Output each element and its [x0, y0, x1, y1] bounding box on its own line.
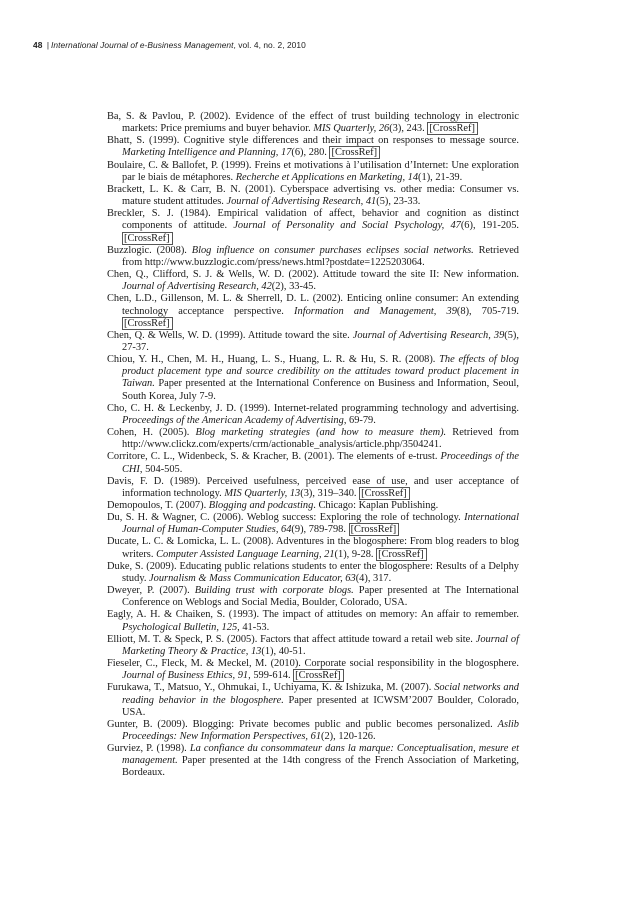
- reference-italic: Aslib Proceedings: New Information Perspectives, 61: [122, 718, 519, 742]
- reference-italic: Information and Management, 39: [294, 305, 457, 317]
- reference-text: Fieseler, C., Fleck, M. & Meckel, M. (2010). Corporate social responsibility in the blogosphere.: [107, 658, 519, 670]
- reference-italic: La confiance du consommateur dans la marque: Conceptualisation, mesure et management.: [122, 743, 519, 767]
- reference-italic: The effects of blog product placement type and source credibility on the attitudes toward product placement in Taiwan.: [122, 354, 519, 390]
- reference-entry: [107, 111, 519, 135]
- reference-italic: Journal of Advertising Research, 42: [122, 281, 272, 293]
- reference-text: Demopoulos, T. (2007).: [107, 500, 209, 511]
- reference-text: Chen, L.D., Gillenson, M. L. & Sherrell, D. L. (2002). Enticing online consumer: An extending technology acceptance perspective.: [107, 293, 519, 317]
- reference-text: Gurviez, P. (1998).: [107, 743, 190, 755]
- reference-italic: MIS Quarterly, 13: [224, 487, 301, 499]
- reference-italic: MIS Quarterly, 26: [313, 123, 390, 135]
- reference-text: Paper presented at the 14th congress of the French Association of Marketing, Bordeaux.: [122, 755, 519, 779]
- reference-text: Furukawa, T., Matsuo, Y., Ohmukai, I., Uchiyama, K. & Ishizuka, M. (2007).: [107, 682, 435, 694]
- reference-text: Cohen, H. (2005).: [107, 427, 196, 439]
- reference-entry: [107, 634, 519, 658]
- reference-text: Corritore, C. L., Widenbeck, S. & Kracher, B. (2001). The elements of e-trust.: [107, 451, 441, 463]
- reference-text: (8), 705-719.: [456, 305, 519, 317]
- crossref-link[interactable]: [CrossRef]: [427, 122, 478, 135]
- reference-text: Cho, C. H. & Leckenby, J. D. (1999). Internet-related programming technology and advertising.: [107, 402, 519, 414]
- reference-text: Retrieved from http://www.clickz.com/experts/crm/actionable_analysis/article.php/3504241.: [122, 427, 519, 451]
- reference-entry: [107, 269, 519, 293]
- reference-text: (9), 789-798.: [291, 524, 349, 536]
- running-header: [33, 40, 613, 50]
- reference-text: Dweyer, P. (2007).: [107, 585, 195, 597]
- reference-text: (6), 191-205.: [460, 220, 520, 232]
- reference-entry: [107, 403, 519, 427]
- reference-text: Chen, Q. & Wells, W. D. (1999). Attitude toward the site.: [107, 329, 353, 341]
- reference-entry: [107, 451, 519, 475]
- reference-list: [107, 111, 519, 780]
- reference-text: Paper presented at the International Conference on Business and Information, Seoul, South Korea, July 7-9.: [122, 378, 519, 402]
- reference-italic: Recherche et Applications en Marketing, 14: [235, 171, 419, 183]
- reference-text: Boulaire, C. & Ballofet, P. (1999). Freins et motivations à l’utilisation d’Internet: Une exploration par le biais de métaphores.: [107, 159, 519, 183]
- reference-entry: [107, 682, 519, 718]
- reference-entry: [107, 719, 519, 743]
- reference-text: Chen, Q., Clifford, S. J. & Wells, W. D. (2002). Attitude toward the site II: New information.: [107, 269, 519, 281]
- reference-text: Breckler, S. J. (1984). Empirical validation of affect, behavior and cognition as distinct components of attitude.: [107, 208, 519, 232]
- reference-text: (1), 40-51.: [261, 645, 306, 657]
- reference-text: Chiou, Y. H., Chen, M. H., Huang, L. S., Huang, L. R. & Hu, S. R. (2008).: [107, 354, 440, 366]
- reference-italic: Computer Assisted Language Learning, 21: [156, 548, 335, 560]
- reference-italic: Journalism & Mass Communication Educator, 63: [149, 572, 356, 584]
- crossref-link[interactable]: [CrossRef]: [376, 548, 427, 561]
- reference-italic: Psychological Bulletin, 125,: [122, 621, 240, 633]
- crossref-link[interactable]: [CrossRef]: [293, 669, 344, 682]
- reference-entry: [107, 427, 519, 451]
- reference-italic: Blogging and podcasting: [208, 500, 314, 511]
- reference-entry: [107, 330, 519, 354]
- reference-entry: [107, 500, 519, 512]
- reference-italic: Proceedings of the American Academy of Advertising: [122, 414, 344, 426]
- reference-text: Gunter, B. (2009). Blogging: Private becomes public and public becomes personalized.: [107, 718, 498, 730]
- reference-text: (2), 33-45.: [271, 281, 316, 293]
- reference-entry: [107, 512, 519, 536]
- reference-entry: [107, 184, 519, 208]
- reference-italic: Social networks and reading behavior in the blogosphere.: [122, 682, 519, 706]
- volume-info: , vol. 4, no. 2, 2010: [233, 40, 306, 50]
- reference-italic: Proceedings of the CHI: [122, 451, 519, 475]
- crossref-link[interactable]: [CrossRef]: [122, 317, 173, 330]
- reference-italic: Journal of Business Ethics, 91,: [122, 670, 251, 682]
- reference-entry: [107, 609, 519, 633]
- reference-italic: Blog influence on consumer purchases eclipses social networks.: [191, 244, 474, 256]
- reference-entry: [107, 293, 519, 329]
- reference-text: , 504-505.: [139, 463, 183, 475]
- reference-text: (3), 243.: [389, 123, 428, 135]
- reference-text: (4), 317.: [355, 572, 392, 584]
- reference-text: Davis, F. D. (1989). Perceived usefulness, perceived ease of use, and user acceptance of information technology.: [107, 475, 519, 499]
- reference-text: (3), 319–340.: [300, 487, 360, 499]
- reference-entry: [107, 658, 519, 682]
- reference-text: Duke, S. (2009). Educating public relations students to enter the blogosphere: Results of a Delphy study.: [107, 560, 519, 584]
- reference-italic: Journal of Marketing Theory & Practice, 13: [122, 633, 519, 657]
- reference-entry: [107, 135, 519, 159]
- reference-text: Du, S. H. & Wagner, C. (2006). Weblog success: Exploring the role of technology.: [107, 512, 465, 524]
- header-separator: |: [46, 40, 50, 50]
- reference-italic: Marketing Intelligence and Planning, 17: [122, 147, 292, 159]
- reference-italic: Journal of Personality and Social Psychology, 47: [233, 220, 461, 232]
- reference-text: 599-614.: [250, 670, 294, 682]
- reference-text: (5), 27-37.: [122, 329, 519, 353]
- reference-text: Buzzlogic. (2008).: [107, 244, 192, 256]
- reference-entry: [107, 354, 519, 403]
- reference-entry: [107, 476, 519, 500]
- reference-italic: Journal of Advertising Research, 41: [226, 196, 377, 208]
- crossref-link[interactable]: [CrossRef]: [122, 232, 173, 245]
- reference-entry: [107, 743, 519, 779]
- reference-text: (5), 23-33.: [376, 196, 421, 208]
- reference-text: Paper presented at The International Conference on Weblogs and Social Media, Boulder, Colorado, USA.: [122, 585, 519, 609]
- reference-text: Elliott, M. T. & Speck, P. S. (2005). Factors that affect attitude toward a retail web site.: [107, 633, 476, 645]
- reference-text: Ducate, L. C. & Lomicka, L. L. (2008). Adventures in the blogosphere: From blog readers to blog writers.: [107, 536, 519, 560]
- reference-entry: [107, 208, 519, 244]
- reference-text: Bhatt, S. (1999). Cognitive style differences and their impact on responses to message source.: [107, 135, 519, 147]
- reference-text: . Chicago: Kaplan Publishing.: [313, 500, 439, 511]
- reference-text: (1), 21-39.: [418, 171, 463, 183]
- crossref-link[interactable]: [CrossRef]: [329, 146, 380, 159]
- reference-text: Brackett, L. K. & Carr, B. N. (2001). Cyberspace advertising vs. other media: Consumer vs. mature student attitudes.: [107, 183, 519, 208]
- reference-italic: Building trust with corporate blogs.: [194, 585, 354, 597]
- reference-text: (1), 9-28.: [334, 548, 377, 560]
- crossref-link[interactable]: [CrossRef]: [349, 523, 400, 536]
- reference-entry: [107, 585, 519, 609]
- reference-text: (2), 120-126.: [321, 730, 376, 742]
- reference-text: Ba, S. & Pavlou, P. (2002). Evidence of the effect of trust building technology in electronic markets: Price premiums and buyer behavior.: [107, 111, 519, 135]
- reference-text: (6), 280.: [291, 147, 330, 159]
- page-number: 48: [33, 40, 43, 50]
- reference-entry: [107, 160, 519, 184]
- reference-text: 41-53.: [239, 621, 270, 633]
- journal-title: International Journal of e-Business Management: [51, 40, 234, 50]
- reference-text: , 69-79.: [343, 414, 376, 426]
- reference-entry: [107, 536, 519, 560]
- crossref-link[interactable]: [CrossRef]: [359, 487, 410, 500]
- reference-italic: Journal of Advertising Research, 39: [352, 329, 505, 341]
- reference-italic: International Journal of Human-Computer Studies, 64: [122, 512, 519, 536]
- reference-text: Eagly, A. H. & Chaiken, S. (1993). The impact of attitudes on memory: An affair to remember.: [107, 609, 519, 621]
- reference-italic: Blog marketing strategies (and how to measure them).: [195, 427, 447, 439]
- reference-entry: [107, 561, 519, 585]
- reference-entry: [107, 245, 519, 269]
- reference-text: Retrieved from http://www.buzzlogic.com/press/news.html?postdate=1225203064.: [122, 244, 520, 268]
- reference-text: Paper presented at ICWSM’2007 Boulder, Colorado, USA.: [122, 694, 519, 718]
